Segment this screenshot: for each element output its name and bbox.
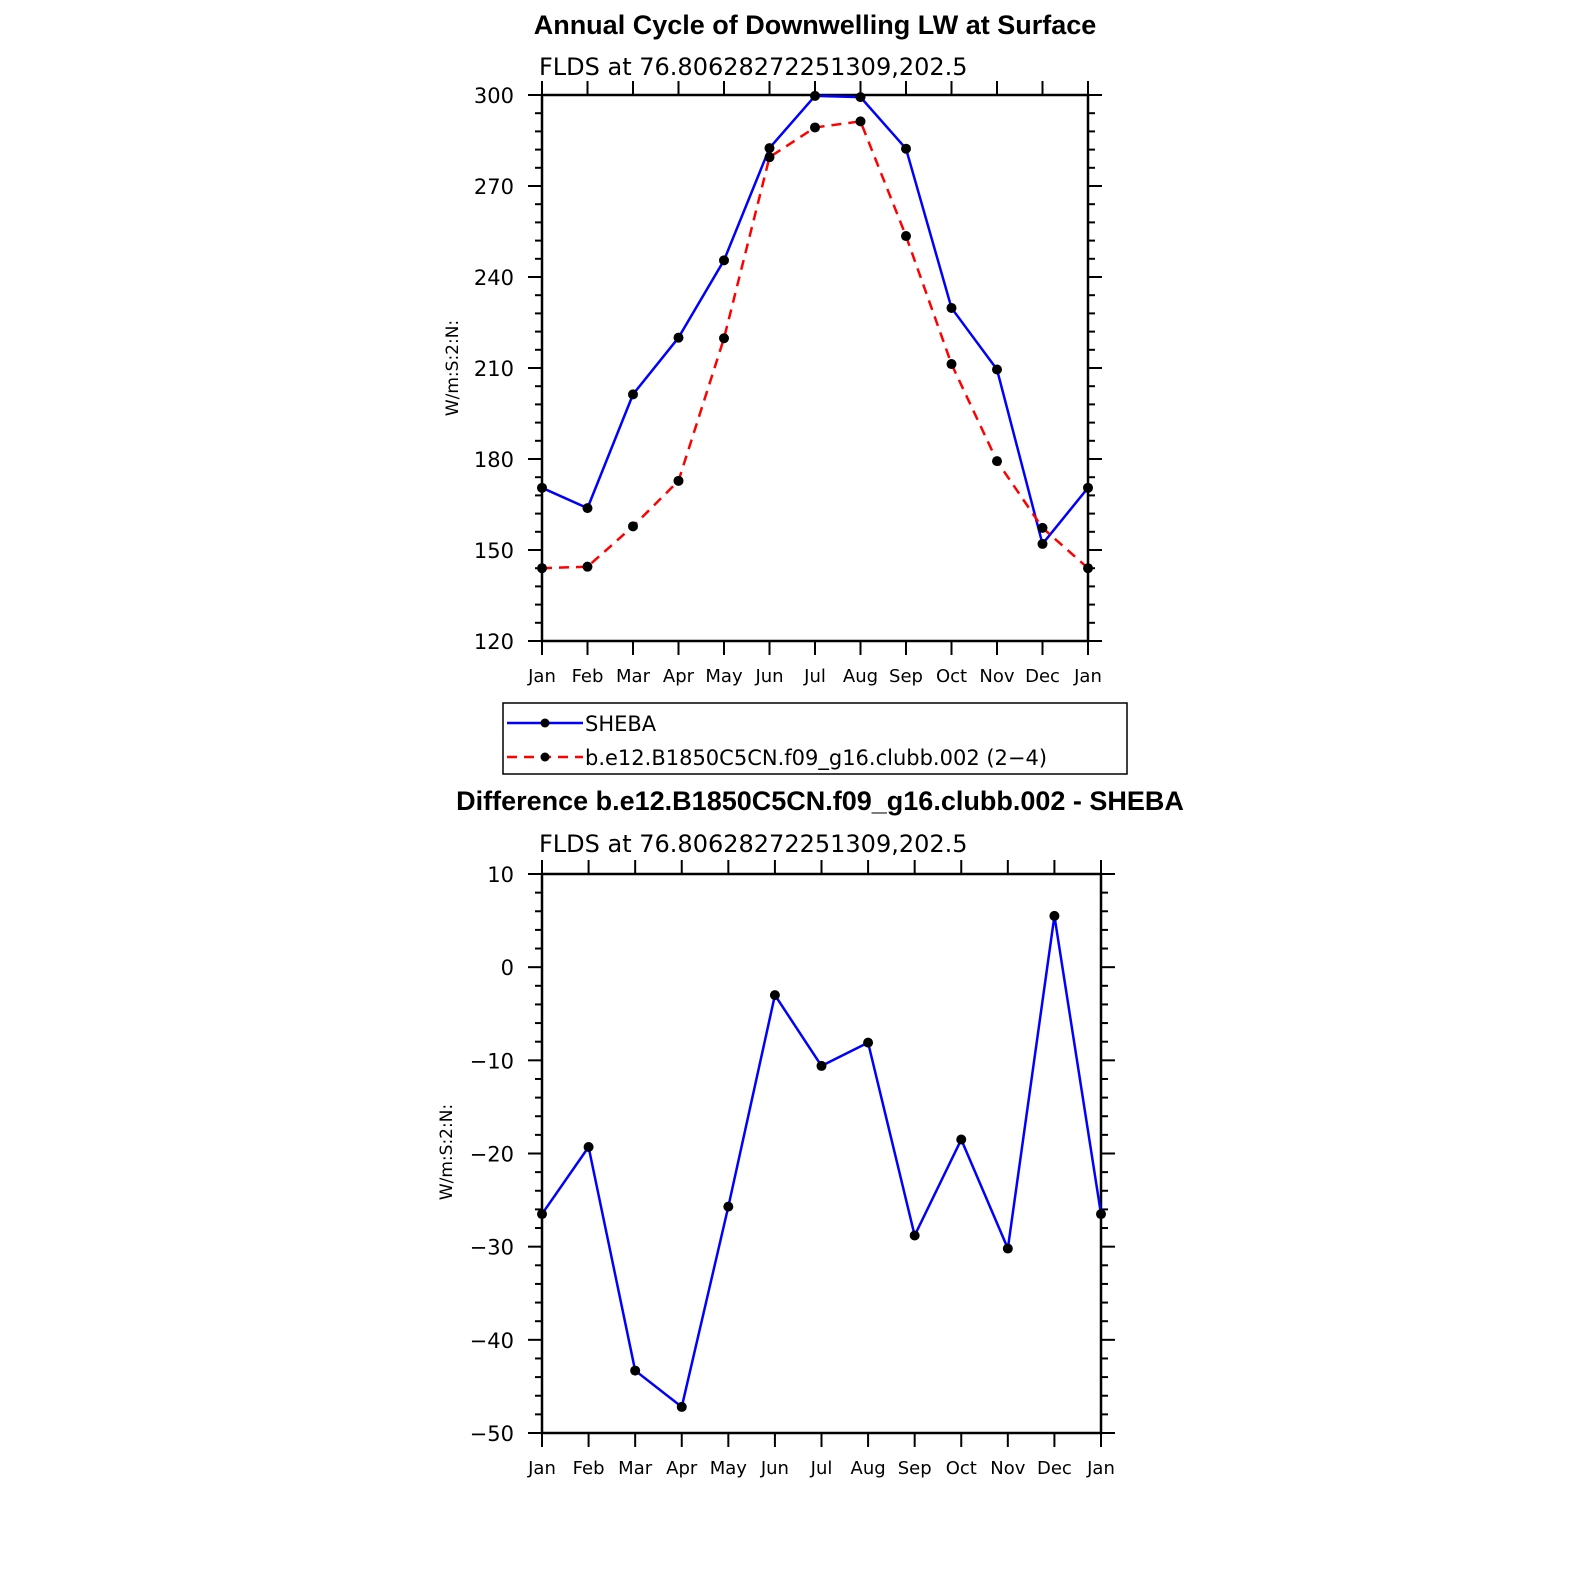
bottom-y-tick-label: 10	[487, 863, 514, 887]
top-x-tick-label: Sep	[889, 666, 923, 687]
top-y-tick-labels	[474, 84, 514, 654]
top-series-1-point	[947, 359, 957, 369]
top-series-1-point	[674, 476, 684, 486]
top-chart-title: Annual Cycle of Downwelling LW at Surface	[533, 10, 1097, 40]
bottom-series-0-point	[723, 1202, 733, 1212]
top-x-tick-labels	[527, 666, 1102, 687]
bottom-x-tick-label: Apr	[666, 1458, 698, 1479]
top-series-1-point	[1038, 523, 1048, 533]
top-series-0-point	[947, 303, 957, 313]
top-y-tick-label: 240	[473, 266, 514, 290]
top-series-0-point	[583, 503, 593, 513]
bottom-series-0-point	[770, 990, 780, 1000]
bottom-y-tick-label: −40	[469, 1328, 514, 1353]
bottom-y-tick-label: −50	[469, 1422, 514, 1446]
top-series-1-point	[901, 231, 911, 241]
bottom-chart-title: Difference b.e12.B1850C5CN.f09_g16.clubb.002 - SHEBA	[456, 786, 1184, 816]
bottom-x-tick-label: May	[709, 1458, 747, 1479]
bottom-y-tick-label: −10	[469, 1049, 514, 1074]
bottom-chart-ylabel: W/m:S:2:N:	[437, 1103, 457, 1201]
top-series-1-point	[719, 333, 729, 343]
bottom-y-tick-label: −30	[469, 1235, 514, 1260]
top-series-0-point	[1083, 483, 1093, 493]
bottom-series-0-line	[542, 916, 1101, 1407]
top-axis-ticks	[528, 81, 1102, 655]
bottom-series-0-point	[677, 1402, 687, 1412]
bottom-y-tick-label: 0	[500, 956, 514, 981]
top-series-1-point	[1083, 563, 1093, 573]
bottom-x-tick-label: Oct	[945, 1458, 977, 1479]
top-chart-subtitle: FLDS at 76.80628272251309,202.5	[539, 53, 968, 81]
bottom-plot-frame	[542, 874, 1101, 1433]
bottom-x-tick-label: Aug	[850, 1458, 886, 1479]
top-series-1-point	[810, 122, 820, 132]
bottom-series-lines	[537, 911, 1106, 1412]
legend-marker-model	[541, 753, 550, 762]
top-series-0-point	[628, 389, 638, 399]
top-x-tick-label: Feb	[571, 666, 604, 687]
top-series-1-point	[856, 116, 866, 126]
bottom-series-0-point	[863, 1038, 873, 1048]
top-x-tick-label: May	[705, 666, 743, 687]
top-series-0-point	[719, 255, 729, 265]
top-y-tick-label: 150	[473, 539, 514, 563]
top-y-tick-label: 300	[473, 84, 514, 108]
bottom-series-0-point	[1096, 1209, 1106, 1219]
bottom-series-0-point	[1003, 1244, 1013, 1254]
top-x-tick-label: Jan	[1074, 666, 1102, 687]
bottom-chart-subtitle: FLDS at 76.80628272251309,202.5	[539, 830, 968, 858]
top-series-0-line	[542, 96, 1088, 544]
bottom-series-0-point	[630, 1366, 640, 1376]
legend-label-sheba: SHEBA	[585, 712, 657, 736]
top-x-tick-label: Apr	[662, 666, 695, 687]
bottom-series-0-point	[910, 1230, 920, 1240]
bottom-x-tick-label: Nov	[990, 1458, 1026, 1479]
top-y-tick-label: 120	[473, 630, 514, 654]
top-x-tick-label: Jul	[804, 666, 826, 687]
top-x-tick-label: Jun	[755, 666, 784, 687]
top-y-tick-label: 210	[473, 357, 514, 381]
bottom-series-0-point	[956, 1135, 966, 1145]
legend-marker-sheba	[541, 719, 550, 728]
bottom-series-0-point	[537, 1209, 547, 1219]
top-x-tick-label: Aug	[842, 666, 879, 687]
top-plot-frame	[542, 95, 1088, 641]
legend-label-model: b.e12.B1850C5CN.f09_g16.clubb.002 (2−4)	[585, 746, 1048, 770]
bottom-y-tick-labels	[470, 863, 514, 1446]
bottom-series-0-point	[584, 1142, 594, 1152]
top-series-0-point	[1038, 539, 1048, 549]
bottom-x-tick-label: Jul	[810, 1458, 833, 1479]
top-series-lines	[537, 91, 1093, 573]
bottom-x-tick-label: Feb	[572, 1458, 605, 1479]
top-series-1-point	[583, 562, 593, 572]
bottom-x-tick-label: Jan	[528, 1458, 556, 1479]
top-x-tick-label: Oct	[935, 666, 968, 687]
top-y-tick-label: 270	[473, 175, 514, 199]
top-series-1-point	[765, 152, 775, 162]
bottom-x-tick-label: Jan	[1087, 1458, 1115, 1479]
bottom-y-tick-label: −20	[469, 1142, 514, 1167]
top-series-0-point	[856, 92, 866, 102]
annual-cycle-panel	[443, 10, 1127, 774]
legend	[503, 703, 1127, 774]
difference-panel	[437, 786, 1184, 1479]
bottom-x-tick-label: Jun	[760, 1458, 789, 1479]
top-series-1-point	[628, 521, 638, 531]
top-series-0-point	[992, 365, 1002, 375]
top-series-0-point	[901, 144, 911, 154]
top-x-tick-label: Jan	[528, 666, 556, 687]
bottom-x-tick-label: Dec	[1036, 1458, 1072, 1479]
top-x-tick-label: Mar	[616, 666, 650, 687]
top-series-1-point	[537, 563, 547, 573]
top-series-0-point	[674, 333, 684, 343]
bottom-axis-ticks	[528, 860, 1115, 1447]
top-series-1-point	[992, 456, 1002, 466]
top-series-0-point	[537, 483, 547, 493]
top-series-0-point	[810, 91, 820, 101]
top-x-tick-label: Dec	[1025, 666, 1060, 687]
bottom-series-0-point	[817, 1061, 827, 1071]
bottom-x-tick-label: Sep	[897, 1458, 932, 1479]
top-x-tick-label: Nov	[979, 666, 1015, 687]
top-series-1-line	[542, 121, 1088, 568]
bottom-x-tick-label: Mar	[618, 1458, 653, 1479]
top-y-tick-label: 180	[473, 448, 514, 472]
bottom-series-0-point	[1049, 911, 1059, 921]
top-series-0-point	[765, 143, 775, 153]
top-chart-ylabel: W/m:S:2:N:	[443, 319, 463, 417]
bottom-x-tick-labels	[527, 1458, 1115, 1479]
